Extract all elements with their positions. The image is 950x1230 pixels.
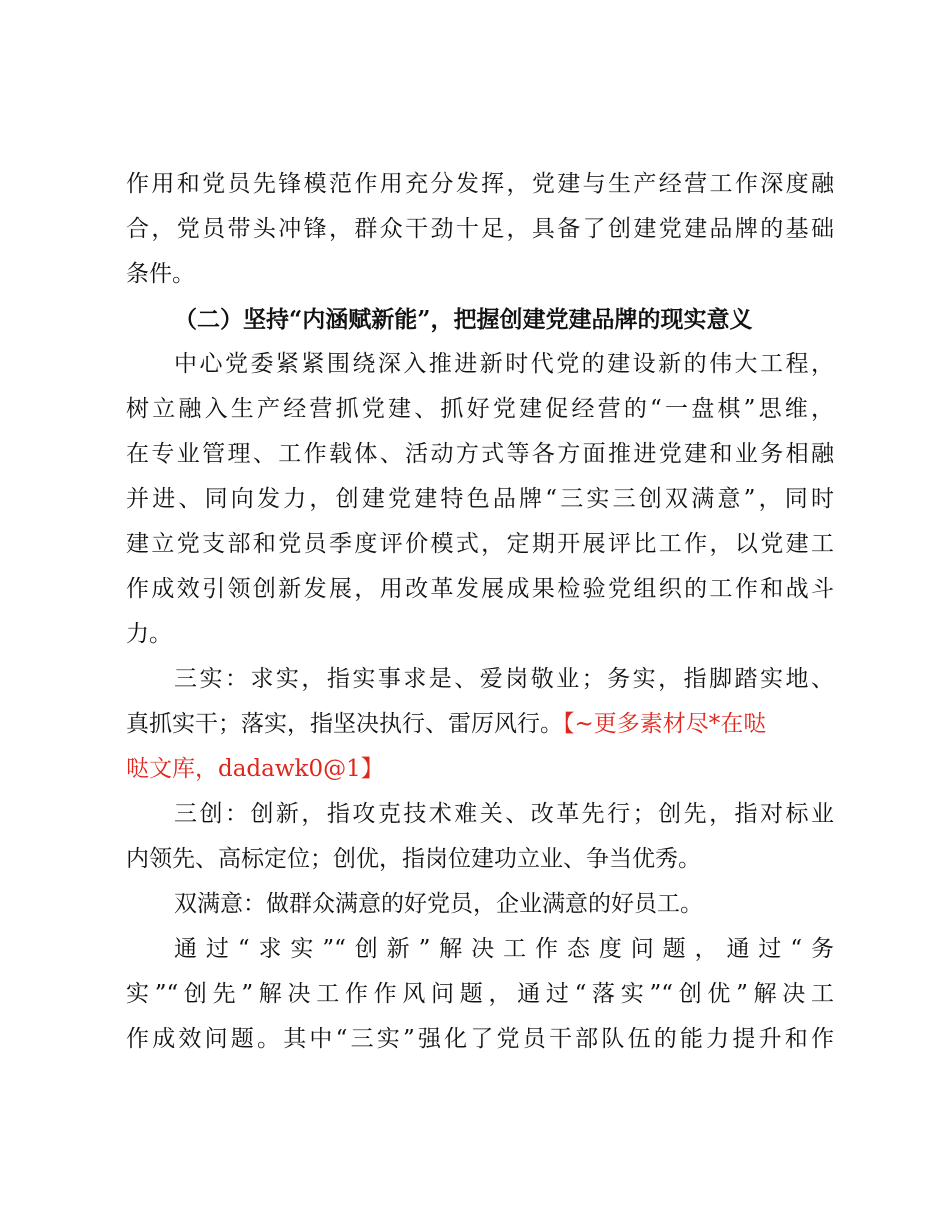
document-body (126, 162, 834, 1062)
paragraph-line: 作成效引领创新发展，用改革发展成果检验党组织的工作和战斗 (126, 576, 834, 602)
paragraph-line: 双满意：做群众满意的好党员，企业满意的好员工。 (174, 891, 703, 917)
paragraph-line: 内领先、高标定位；创优，指岗位建功立业、争当优秀。 (126, 846, 701, 872)
paragraph-line-with-note (126, 702, 834, 747)
paragraph-line: 实”“创先”解决工作作风问题，通过“落实”“创优”解决工 (126, 981, 834, 1007)
paragraph-line: 并进、同向发力，创建党建特色品牌“三实三创双满意”，同时 (126, 486, 834, 512)
paragraph-line: 通过“求实”“创新”解决工作态度问题，通过“务 (174, 936, 834, 962)
watermark-note: 【~更多素材尽*在哒 (563, 711, 767, 737)
paragraph-line: 力。 (126, 621, 172, 647)
paragraph-line: 作成效问题。其中“三实”强化了党员干部队伍的能力提升和作 (126, 1026, 834, 1052)
paragraph-line: 在专业管理、工作载体、活动方式等各方面推进党建和业务相融 (126, 441, 834, 467)
paragraph-line: 建立党支部和党员季度评价模式，定期开展评比工作，以党建工 (126, 531, 834, 557)
paragraph-line: 作用和党员先锋模范作用充分发挥，党建与生产经营工作深度融 (126, 171, 834, 197)
paragraph-line: 三创：创新，指攻克技术难关、改革先行；创先，指对标业 (174, 801, 834, 827)
paragraph-line: 中心党委紧紧围绕深入推进新时代党的建设新的伟大工程， (174, 351, 834, 377)
paragraph-line: 条件。 (126, 261, 195, 287)
watermark-note-continued: 哒文库，dadawk0@1】 (126, 756, 384, 782)
paragraph-line: 三实：求实，指实事求是、爱岗敬业；务实，指脚踏实地、 (174, 666, 834, 692)
paragraph-text: 真抓实干；落实，指坚决执行、雷厉风行。 (126, 711, 563, 737)
paragraph-line: 合，党员带头冲锋，群众干劲十足，具备了创建党建品牌的基础 (126, 216, 834, 242)
section-heading: （二）坚持“内涵赋新能”，把握创建党建品牌的现实意义 (174, 306, 753, 333)
paragraph-line: 树立融入生产经营抓党建、抓好党建促经营的“一盘棋”思维， (126, 396, 834, 422)
